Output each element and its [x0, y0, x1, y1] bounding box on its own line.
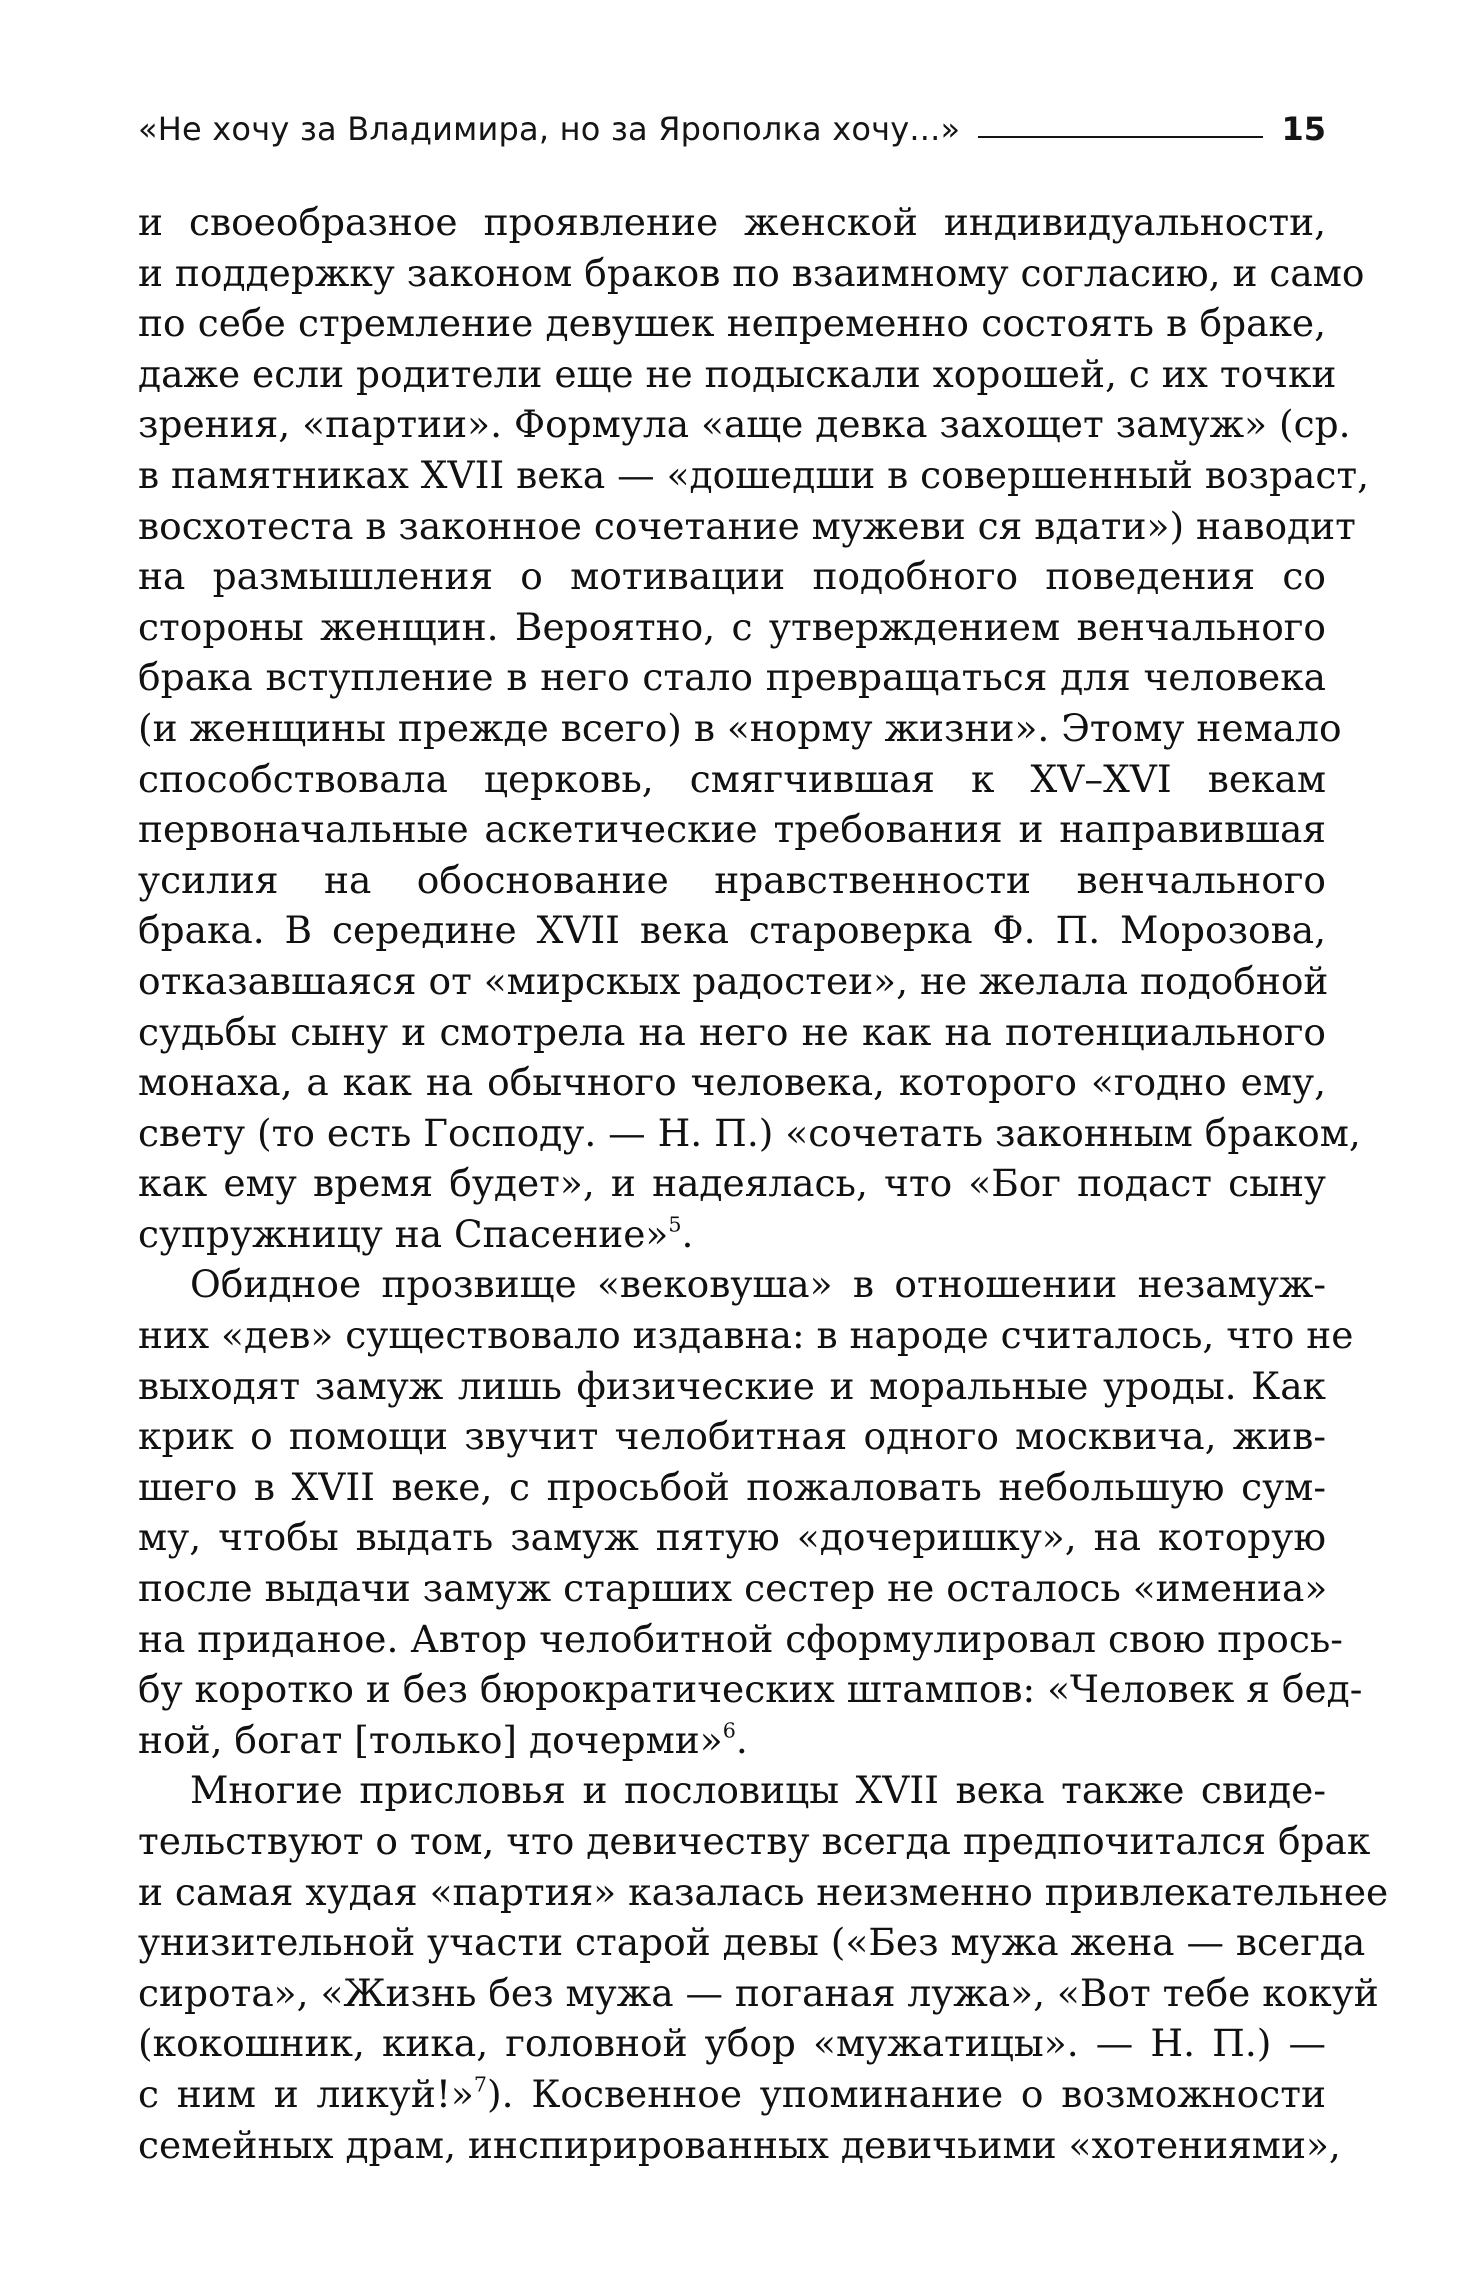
text-line-content: усилия на обоснование нравственности венчального: [138, 857, 1326, 902]
text-line: [138, 1411, 1326, 1462]
text-line-content: них «дев» существовало издавна: в народе считалось, что не: [138, 1313, 1354, 1358]
text-line: [138, 1361, 1326, 1412]
text-line-content: первоначальные аскетические требования и направившая: [138, 807, 1326, 852]
text-line-content: (и женщины прежде всего) в «норму жизни». Этому немало: [138, 705, 1342, 750]
text-line-content: выходят замуж лишь физические и моральные уроды. Как: [138, 1363, 1326, 1408]
text-line: [138, 1968, 1379, 2019]
text-line-content: брака вступление в него стало превращаться для человека: [138, 655, 1326, 700]
text-line-content: отказавшаяся от «мирскых радостеи», не желала подобной: [138, 958, 1329, 1003]
text-line: [138, 1209, 1326, 1260]
text-line-content: сирота», «Жизнь без мужа — поганая лужа», «Вот тебе кокуй: [138, 1970, 1379, 2015]
page-number: 15: [1281, 110, 1326, 148]
text-line: [138, 1614, 1343, 1665]
text-line: [138, 652, 1326, 703]
text-line-content: на размышления о мотивации подобного поведения со: [138, 554, 1326, 599]
text-line-content: после выдачи замуж старших сестер не осталось «имениа»: [138, 1566, 1328, 1611]
text-line-content: брака. В середине XVII века староверка Ф. П. Морозова,: [138, 908, 1326, 953]
text-line: [138, 2120, 1341, 2171]
text-line: [138, 804, 1326, 855]
text-line: [138, 450, 1369, 501]
text-line-content: шего в XVII веке, с просьбой пожаловать небольшую сум-: [138, 1464, 1326, 1509]
text-line-content: и самая худая «партия» казалась неизменно привлекательнее: [138, 1869, 1389, 1914]
text-line: [138, 1259, 1326, 1310]
text-line-content: даже если родители еще не подыскали хорошей, с их точки: [138, 351, 1337, 396]
text-line: [138, 2069, 1326, 2120]
text-line: [138, 1664, 1363, 1715]
text-line-content: (кокошник, кика, головной убор «мужатицы». — Н. П.) —: [138, 2021, 1326, 2066]
text-line-content: с ним и ликуй!»: [138, 2071, 474, 2116]
text-line-tail: ). Косвенное упоминание о возможности: [487, 2071, 1326, 2116]
text-line: [138, 956, 1329, 1007]
text-line-content: зрения, «партии». Формула «аще девка захощет замуж» (ср.: [138, 402, 1351, 447]
text-line: [138, 1462, 1326, 1513]
text-line: [138, 1108, 1361, 1159]
text-line: [138, 1917, 1366, 1968]
text-line: [138, 298, 1326, 349]
text-line-content: ной, богат [только] дочерми»: [138, 1717, 723, 1762]
text-line: [138, 1158, 1326, 1209]
text-line: [138, 703, 1342, 754]
text-line-content: крик о помощи звучит челобитная одного москвича, жив-: [138, 1414, 1326, 1459]
text-line: [138, 1867, 1389, 1918]
footnote-marker: 7: [473, 2072, 487, 2097]
text-line: [138, 855, 1326, 906]
text-line: [138, 1512, 1326, 1563]
header-rule: [978, 136, 1263, 138]
text-line-tail: .: [735, 1717, 748, 1762]
text-line: [138, 551, 1326, 602]
running-title: «Не хочу за Владимира, но за Ярополка хочу...»: [138, 110, 961, 148]
text-line-content: стороны женщин. Вероятно, с утверждением венчального: [138, 604, 1326, 649]
text-line-content: Многие присловья и пословицы XVII века также свиде-: [190, 1768, 1326, 1813]
text-line-content: и поддержку законом браков по взаимному согласию, и само: [138, 250, 1365, 295]
text-line: [138, 349, 1337, 400]
text-line: [138, 602, 1326, 653]
text-line-content: по себе стремление девушек непременно состоять в браке,: [138, 301, 1326, 346]
text-line: [138, 399, 1351, 450]
text-line: [138, 2018, 1326, 2069]
text-line: [138, 501, 1356, 552]
footnote-marker: 5: [668, 1212, 682, 1237]
text-line: [138, 197, 1326, 248]
text-line-content: судьбы сыну и смотрела на него не как на потенциального: [138, 1009, 1326, 1054]
text-line: [138, 1007, 1326, 1058]
text-line-content: способствовала церковь, смягчившая к XV–XVI векам: [138, 756, 1326, 801]
text-line-content: восхотеста в законное сочетание мужеви ся вдати») наводит: [138, 503, 1356, 548]
text-line-content: свету (то есть Господу. — Н. П.) «сочетать законным браком,: [138, 1110, 1361, 1155]
text-line-content: семейных драм, инспирированных девичьими «хотениями»,: [138, 2122, 1341, 2167]
text-line: [138, 1715, 1326, 1766]
text-line-content: и своеобразное проявление женской индивидуальности,: [138, 200, 1326, 244]
text-line: [138, 1310, 1354, 1361]
text-line-content: му, чтобы выдать замуж пятую «дочеришку», на которую: [138, 1515, 1326, 1560]
text-line-content: как ему время будет», и надеялась, что «Бог подаст сыну: [138, 1161, 1326, 1206]
text-line-tail: .: [681, 1211, 694, 1256]
footnote-marker: 6: [722, 1718, 736, 1743]
text-line-content: на приданое. Автор челобитной сформулировал свою прось-: [138, 1616, 1343, 1661]
text-line-content: унизительной участи старой девы («Без мужа жена — всегда: [138, 1920, 1366, 1965]
running-head: [138, 98, 1326, 148]
text-line: [138, 1563, 1326, 1614]
body-text: [138, 197, 1389, 2170]
text-line: [138, 1057, 1326, 1108]
text-line-content: тельствуют о том, что девичеству всегда предпочитался брак: [138, 1819, 1371, 1863]
text-line: [138, 1765, 1326, 1816]
text-line-content: Обидное прозвище «вековуша» в отношении незамуж-: [190, 1262, 1326, 1307]
text-line-content: в памятниках XVII века — «дошедши в совершенный возраст,: [138, 452, 1369, 497]
text-line: [138, 905, 1326, 956]
text-line-content: монаха, а как на обычного человека, которого «годно ему,: [138, 1060, 1326, 1105]
text-line: [138, 754, 1326, 805]
text-line-content: бу коротко и без бюрократических штампов: «Человек я бед-: [138, 1667, 1363, 1712]
text-line-content: супружницу на Спасение»: [138, 1211, 669, 1256]
text-line: [138, 1816, 1371, 1867]
text-line: [138, 248, 1365, 299]
